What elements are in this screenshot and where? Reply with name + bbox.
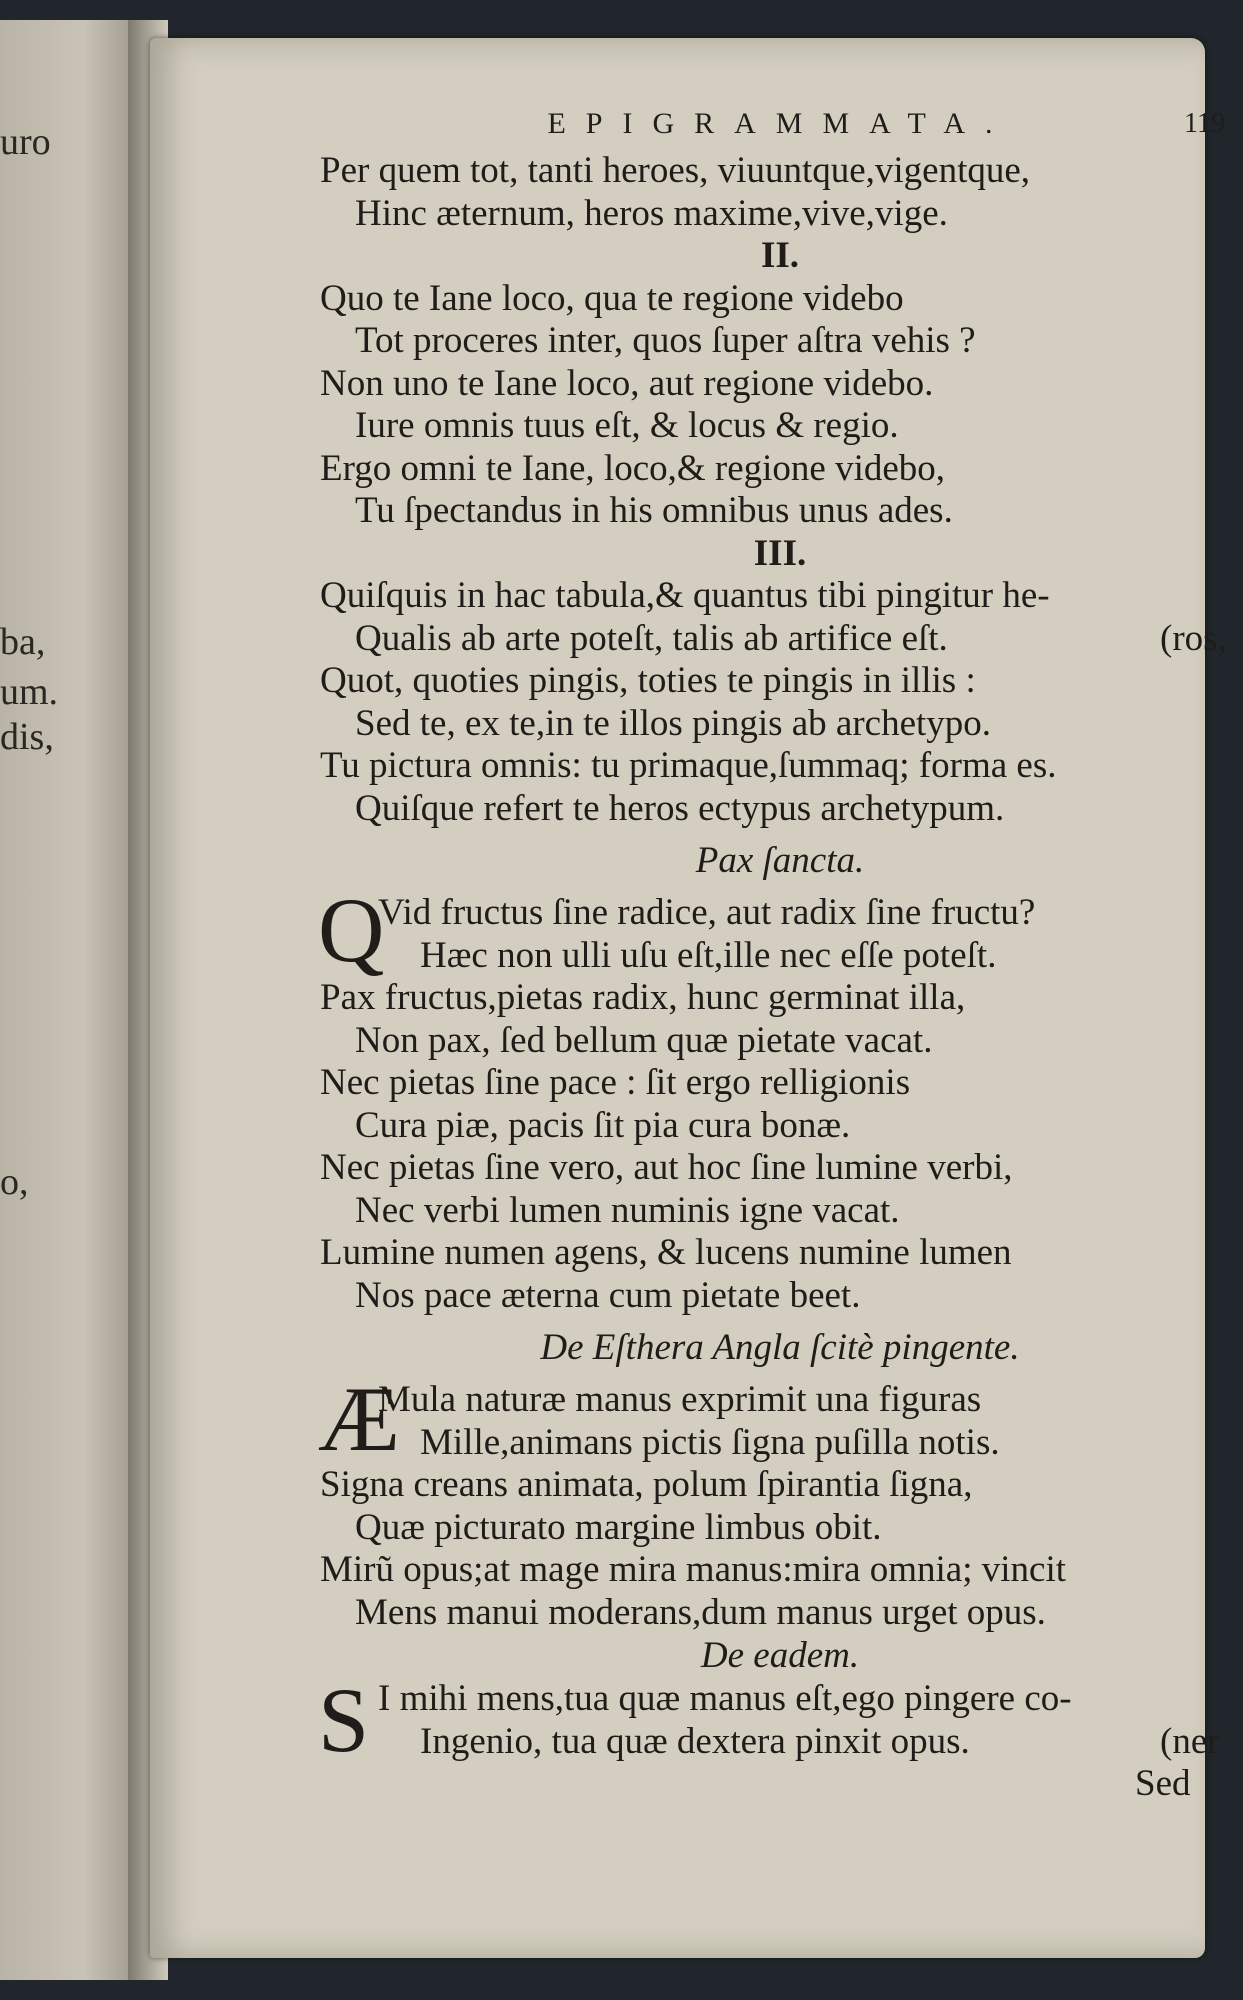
verse-text: Mula naturæ manus exprimit una figuras [378,1379,982,1420]
section-numeral: II. [760,235,800,276]
verse-line: Quot, quoties pingis, toties te pingis in illis : [320,660,976,701]
verse-line [320,1721,1240,1764]
drop-cap: Q [318,879,385,981]
verse-line: Ergo omni te Iane, loco,& regione videbo, [320,447,946,489]
facing-page-fragment: um. [0,671,59,713]
poem-heading: Pax ſancta. [695,840,865,881]
verse-line: Non pax, ſed bellum quæ pietate vacat. [355,1019,933,1061]
verse-text: I mihi mens,tua quæ manus eſt,ego pingere co- [378,1678,1072,1719]
verse-line: Nec pietas ſine pace : ſit ergo relligionis [320,1062,911,1103]
verse-line: Hæc non ulli uſu eſt,ille nec eſſe poteſt. [420,934,997,976]
verse-line: Tu ſpectandus in his omnibus unus ades. [355,490,953,531]
verse-line: Cura piæ, pacis ſit pia cura bonæ. [355,1104,851,1146]
verse-line: Non uno te Iane loco, aut regione videbo. [320,362,934,404]
verse-line: Mens manui moderans,dum manus urget opus. [355,1591,1046,1633]
verse-line: Quæ picturato margine limbus obit. [355,1506,882,1548]
verse-line: Hinc æternum, heros maxime,vive,vige. [355,192,948,234]
verse-line: Quiſque refert te heros ectypus archetypum. [355,787,1005,829]
poem-heading: De Eſthera Angla ſcitè pingente. [540,1327,1020,1368]
book-page [150,38,1227,1958]
verse-line: Nec verbi lumen numinis igne vacat. [355,1189,900,1231]
runover-word: (ros, [1160,617,1227,659]
facing-page-fragment: ba, [0,621,46,663]
facing-page [0,20,140,1980]
drop-cap: S [318,1669,370,1771]
facing-page-fragment: uro [0,121,51,163]
runover-word: (ner [1160,1720,1220,1762]
verse-line: Per quem tot, tanti heroes, viuuntque,vigentque, [320,150,1031,191]
verse-text: Qualis ab arte poteſt, talis ab artifice eſt. [355,617,948,659]
verse-line: Nec pietas ſine vero, aut hoc ſine lumine verbi, [320,1147,1013,1188]
poem-heading: De eadem. [700,1635,860,1676]
facing-page-fragment: dis, [0,716,54,758]
verse-line: Nos pace æterna cum pietate beet. [355,1274,861,1316]
catchword-line [320,1763,1240,1806]
verse-line: Tot proceres inter, quos ſuper aſtra vehis ? [355,320,976,361]
running-header [320,98,1240,150]
verse-line: Sed te, ex te,in te illos pingis ab archetypo. [355,702,992,744]
verse-text: Vid fructus ſine radice, aut radix ſine fructu? [378,892,1036,933]
verse-line: Mirũ opus;at mage mira manus:mira omnia; vincit [320,1549,1067,1590]
verse-line: Quo te Iane loco, qua te regione videbo [320,277,904,319]
verse-line: Tu pictura omnis: tu primaque,ſummaq; forma es. [320,745,1057,786]
facing-page-fragment: o, [0,1161,29,1203]
page-text [320,98,1240,1806]
verse-line: Quiſquis in hac tabula,& quantus tibi pingitur he- [320,575,1050,616]
verse-line: Iure omnis tuus eſt, & locus & regio. [355,405,899,446]
section-numeral: III. [753,532,807,574]
verse-line: Pax fructus,pietas radix, hunc germinat illa, [320,977,966,1018]
verse-line [320,618,1240,661]
verse-line: Lumine numen agens, & lucens numine lumen [320,1232,1012,1273]
catchword: Sed [1135,1763,1191,1804]
verse-line: Signa creans animata, polum ſpirantia ſigna, [320,1464,973,1505]
verse-text: Ingenio, tua quæ dextera pinxit opus. [420,1720,970,1762]
page-number: 119 [1184,108,1225,139]
drop-cap: Æ [318,1368,400,1470]
verse-line: Mille,animans pictis ſigna puſilla notis. [420,1421,1000,1463]
header-title: EPIGRAMMATA. [547,107,1013,140]
